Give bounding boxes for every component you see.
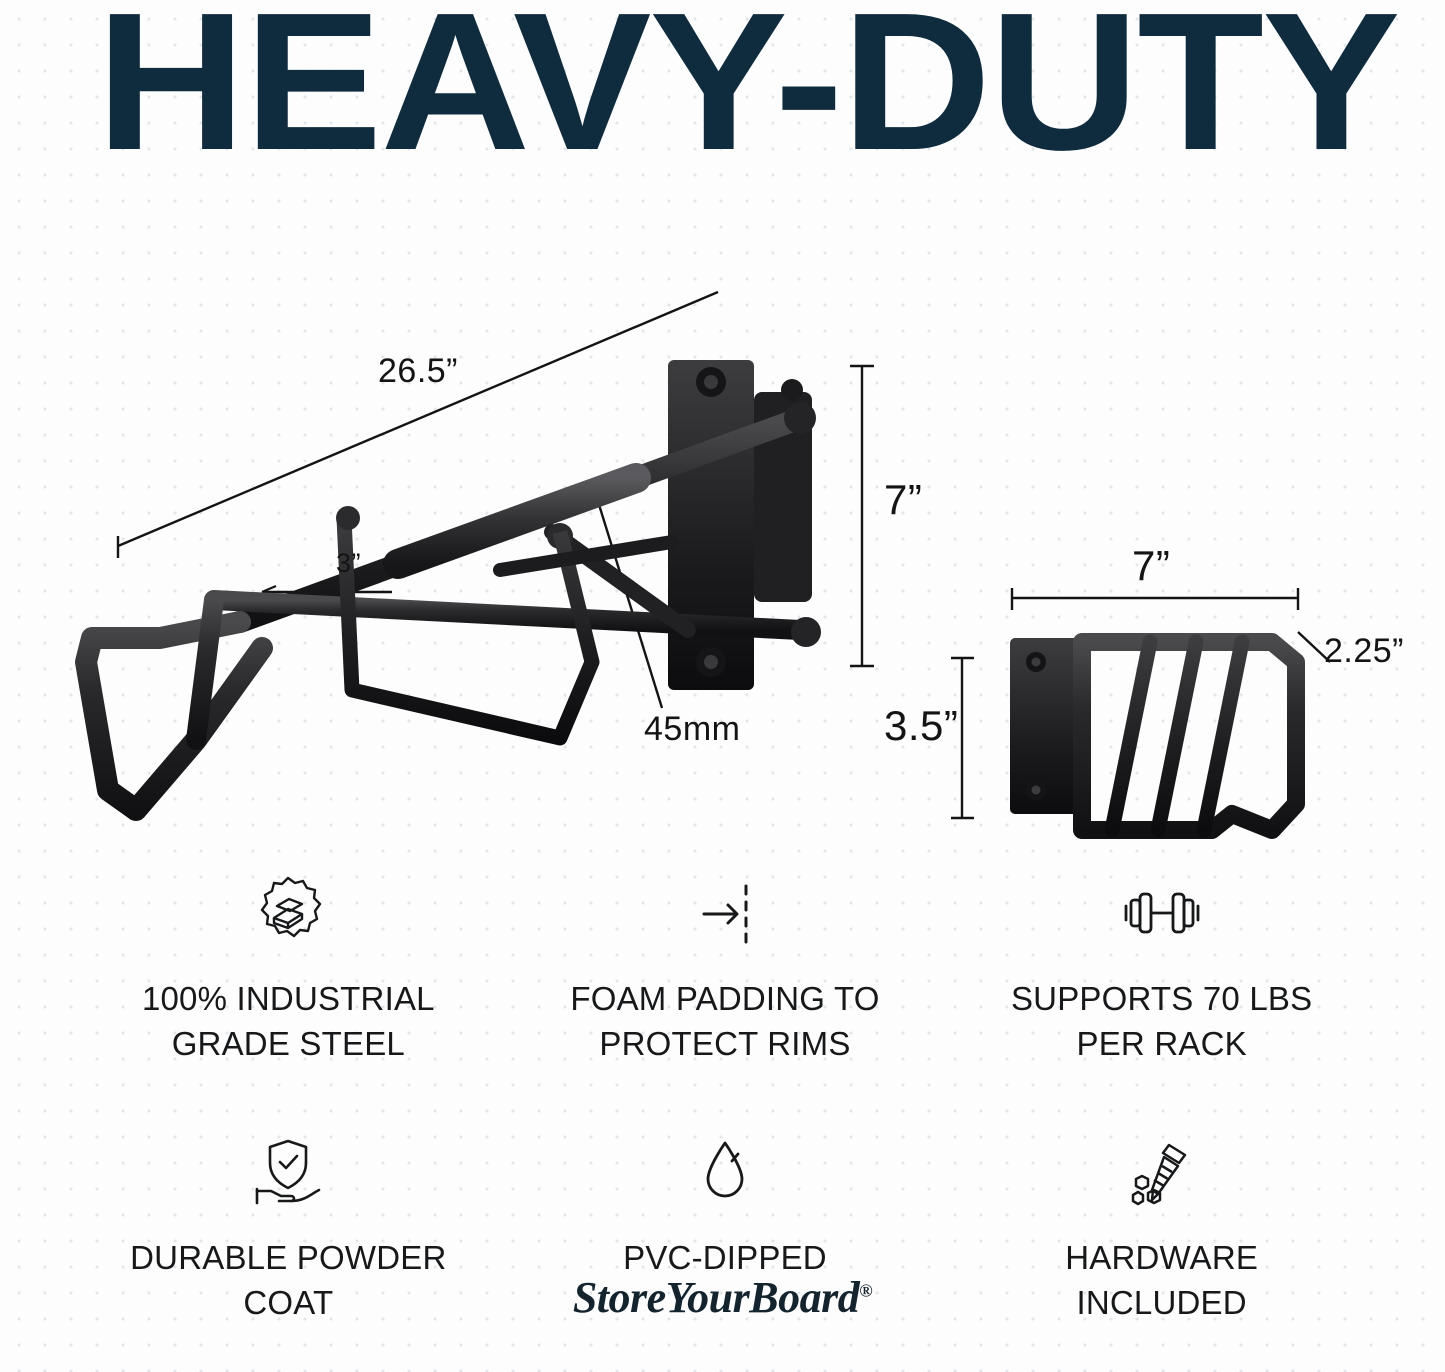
brand-logo-text: StoreYourBoard — [572, 1273, 860, 1322]
feature-label: 100% INDUSTRIAL GRADE STEEL — [141, 980, 435, 1062]
dimension-line-length — [118, 292, 718, 558]
feature-item — [507, 875, 944, 1066]
feature-grid — [70, 875, 1380, 1325]
feature-item — [943, 875, 1380, 1066]
feature-item — [70, 875, 507, 1066]
feature-label: FOAM PADDING TO PROTECT RIMS — [570, 980, 880, 1062]
dimension-label-front-width: 7” — [1132, 542, 1171, 589]
page-title: HEAVY-DUTY — [96, 0, 1399, 191]
steel-beam-gear-icon — [249, 875, 327, 951]
dimension-label-overall-length: 26.5” — [378, 352, 458, 390]
registered-mark: ® — [859, 1280, 873, 1301]
feature-label: HARDWARE INCLUDED — [1065, 1239, 1259, 1321]
shield-hand-icon — [243, 1134, 333, 1210]
product-illustration-svg — [0, 270, 1445, 870]
brand-logo — [0, 1272, 1445, 1323]
droplet-icon — [686, 1134, 764, 1210]
dimension-label-bracket-depth: 2.25” — [1324, 632, 1404, 670]
feature-label: PVC-DIPPED — [623, 1239, 827, 1277]
dumbbell-icon — [1117, 875, 1207, 951]
dimension-label-arm-spacing: 3” — [336, 548, 362, 578]
dimension-label-front-height: 3.5” — [884, 702, 959, 749]
rack-detail-view — [1010, 638, 1296, 830]
screw-nuts-icon — [1117, 1134, 1207, 1210]
dimension-line-front-width — [1012, 588, 1298, 610]
arrow-foam-padding-icon — [686, 875, 764, 951]
feature-label: DURABLE POWDER COAT — [130, 1239, 447, 1321]
product-diagram — [0, 270, 1445, 870]
dimension-label-tube-diameter: 45mm — [644, 710, 741, 748]
dimension-line-height — [850, 366, 874, 666]
dimension-label-height: 7” — [884, 476, 923, 523]
feature-label: SUPPORTS 70 LBS PER RACK — [1010, 980, 1313, 1062]
